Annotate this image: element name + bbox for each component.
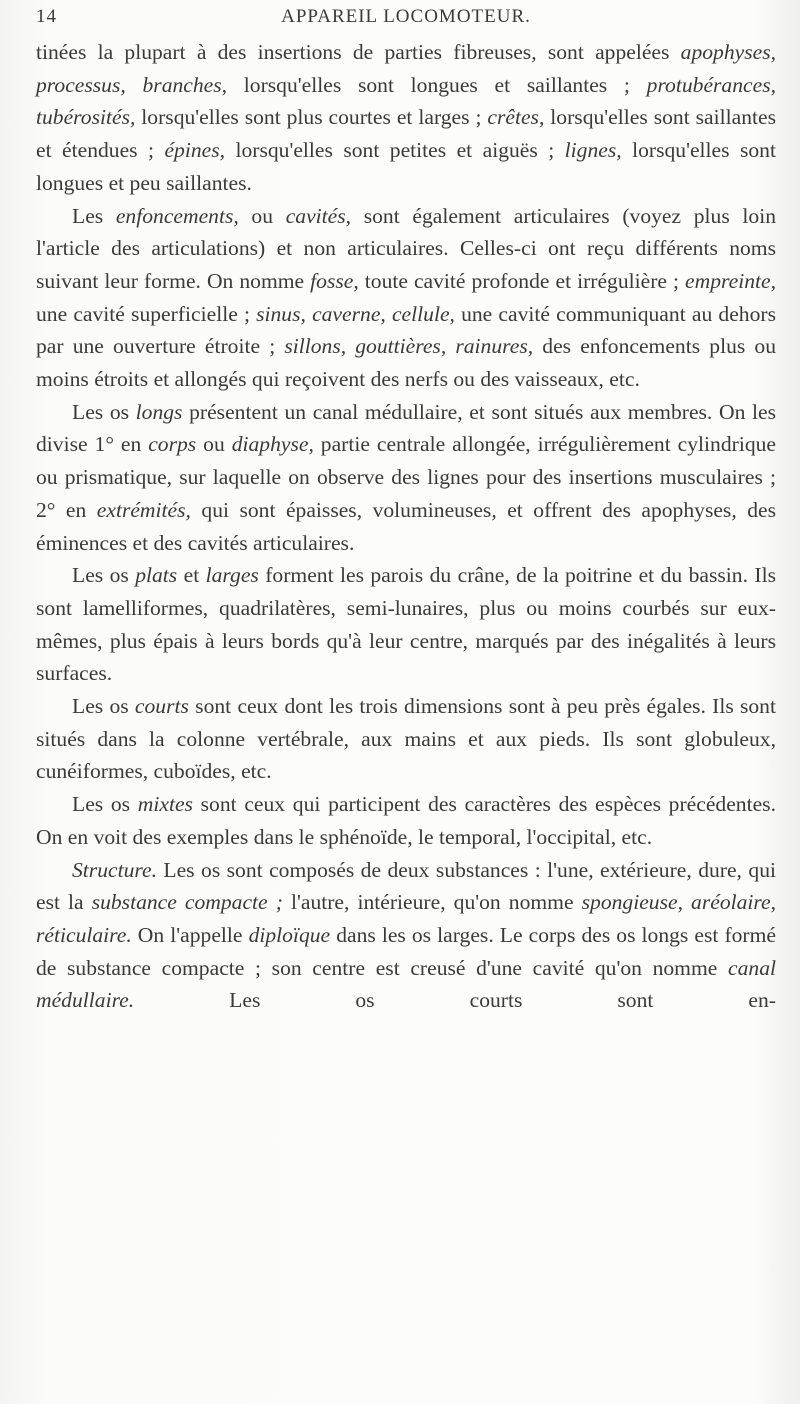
italic-term: apophyses, processus, branches,	[36, 40, 776, 97]
italic-term: spongieuse, aréolaire, réticulaire.	[36, 890, 777, 947]
italic-term: diaphyse,	[231, 432, 314, 457]
italic-term: larges	[205, 563, 259, 588]
italic-term: diploïque	[248, 922, 331, 947]
text-run: Les os courts sont en-	[134, 988, 776, 1013]
italic-term: sinus, caverne, cellule,	[256, 301, 455, 326]
italic-term: empreinte,	[685, 268, 776, 293]
italic-term: crêtes,	[487, 105, 545, 130]
italic-term: enfoncements,	[115, 203, 239, 228]
text-run: lorsqu'elles sont longues et saillantes ;	[227, 72, 647, 97]
text-run: ou	[196, 432, 232, 457]
paragraph	[36, 36, 776, 200]
text-run: forment les parois du crâne, de la poitrine et du bassin. Ils sont lamelliformes, quadrilatères, semi-lunaires, plus ou moins courbés sur eux-mêmes, plus épais à leurs bords qu'à leur centre, marqués par des inégalités à leurs surfaces.	[36, 563, 776, 686]
italic-term: mixtes	[137, 792, 193, 817]
text-run: lorsqu'elles sont plus courtes et larges ;	[135, 105, 488, 130]
text-run: sont ceux qui participent des caractères des espèces précédentes. On en voit des exemples dans le sphénoïde, le temporal, l'occipital, etc.	[36, 792, 776, 849]
text-run: Les os	[72, 399, 136, 424]
text-run: qui sont épaisses, volumineuses, et offrent des apophyses, des éminences et des cavités articulaires.	[36, 497, 776, 555]
italic-term: Structure.	[72, 857, 157, 882]
text-run: et	[177, 563, 206, 588]
text-run: lorsqu'elles sont longues et peu saillantes.	[36, 138, 776, 195]
paragraph	[36, 690, 776, 788]
text-run: partie centrale allongée, irrégulièrement cylindrique ou prismatique, sur laquelle on observe des lignes pour des insertions musculaires ; 2° en	[36, 432, 777, 522]
text-run: Les os	[72, 694, 135, 719]
paragraph	[36, 788, 776, 853]
page-header	[36, 6, 776, 36]
text-run: toute cavité profonde et irrégulière ;	[358, 268, 686, 293]
paragraph	[36, 396, 776, 560]
text-run: sont ceux dont les trois dimensions sont à peu près égales. Ils sont situés dans la colonne vertébrale, aux mains et aux pieds. Ils sont globuleux, cunéiformes, cuboïdes, etc.	[36, 694, 776, 784]
text-run: sont également articulaires (voyez plus loin l'article des articulations) et non articulaires. Celles-ci ont reçu différents noms suivant leur forme. On nomme	[36, 203, 777, 293]
paragraph	[36, 854, 776, 1018]
text-run: Les os	[72, 563, 136, 588]
italic-term: sillons, gouttières, rainures,	[284, 334, 534, 359]
text-run: l'autre, intérieure, qu'on nomme	[282, 890, 582, 915]
italic-term: corps	[148, 432, 197, 457]
text-run: tinées la plupart à des insertions de parties fibreuses, sont appelées	[36, 40, 681, 64]
italic-term: courts	[134, 694, 189, 719]
italic-term: longs	[135, 399, 183, 424]
italic-term: fosse,	[310, 268, 359, 293]
text-run: On l'appelle	[131, 922, 249, 947]
italic-term: canal médullaire.	[36, 955, 776, 1013]
paragraph	[36, 559, 776, 690]
italic-term: extrémités,	[96, 497, 191, 522]
running-title: APPAREIL LOCOMOTEUR.	[281, 6, 531, 27]
text-run: présentent un canal médullaire, et sont situés aux membres. On les divise 1° en	[36, 399, 776, 457]
paragraph	[36, 200, 776, 396]
text-run: Les	[72, 203, 116, 228]
text-run: une cavité superficielle ;	[36, 301, 257, 326]
text-run: lorsqu'elles sont petites et aiguës ;	[225, 138, 565, 163]
text-run: dans les os larges. Le corps des os longs est formé de substance compacte ; son centre est creusé d'une cavité qu'on nomme	[36, 922, 776, 980]
text-run: Les os	[72, 792, 138, 817]
text-run: lorsqu'elles sont saillantes et étendues ;	[36, 105, 776, 163]
italic-term: substance compacte ;	[91, 890, 283, 915]
italic-term: épines,	[164, 138, 226, 163]
text-run: ou	[238, 203, 286, 228]
italic-term: plats	[135, 563, 178, 588]
italic-term: cavités,	[285, 203, 352, 228]
text-run: une cavité communiquant au dehors par une ouverture étroite ;	[36, 301, 776, 359]
text-run: des enfoncements plus ou moins étroits et allongés qui reçoivent des nerfs ou des vaisseaux, etc.	[36, 334, 776, 392]
italic-term: lignes,	[564, 138, 622, 163]
text-run: Les os sont composés de deux substances : l'une, extérieure, dure, qui est la	[36, 857, 776, 915]
body-text	[36, 36, 776, 1017]
italic-term: protubérances, tubérosités,	[36, 72, 776, 130]
page-number: 14	[36, 6, 57, 27]
